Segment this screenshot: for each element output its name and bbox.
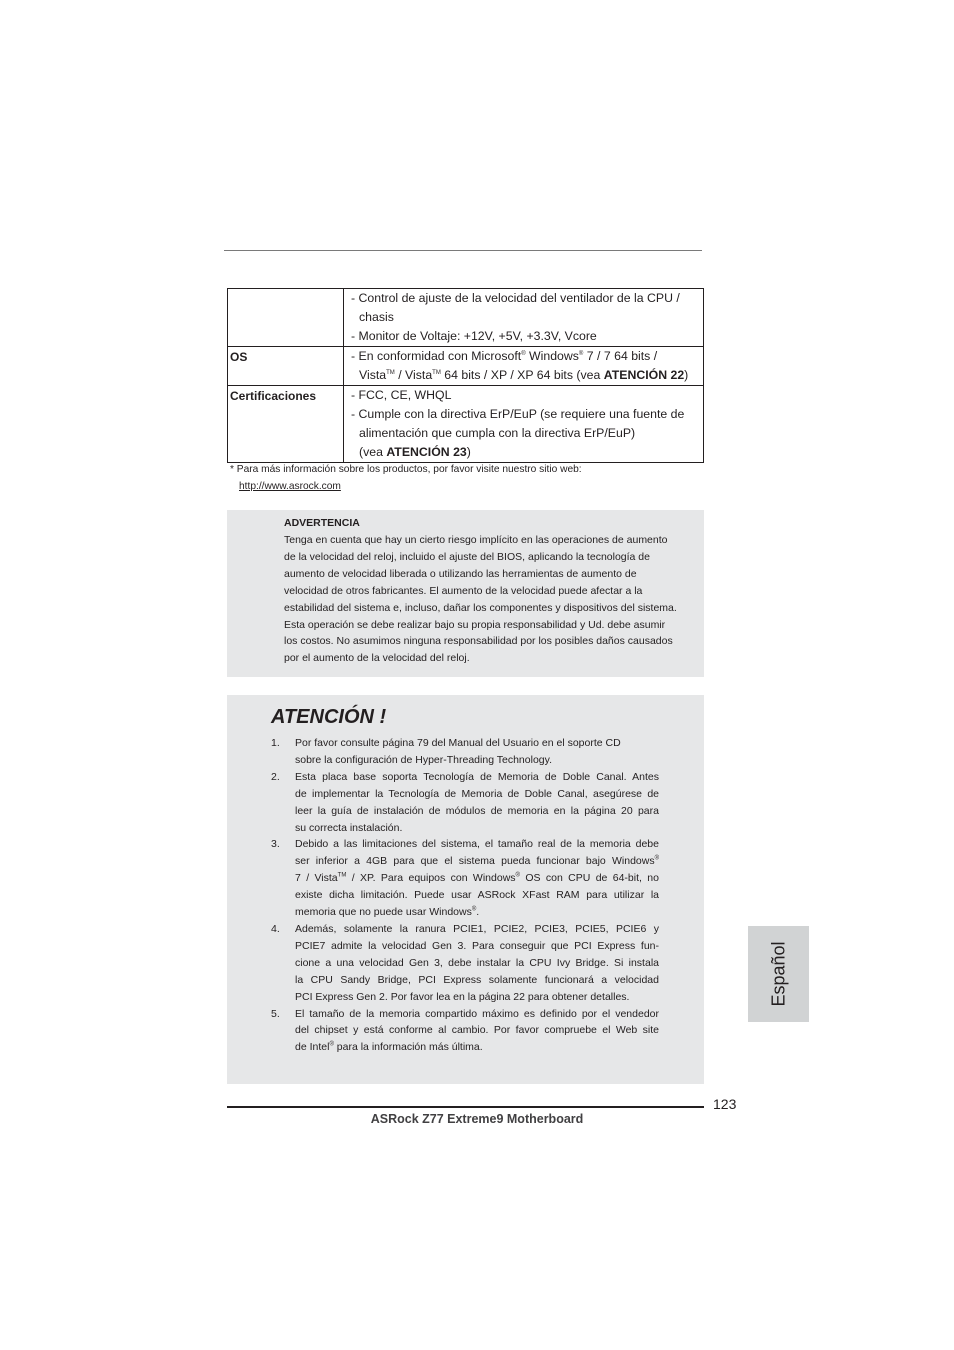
registered-mark: ®	[578, 350, 584, 357]
spec-table	[227, 288, 704, 463]
item-text: Esta placa base soporta Tecnología de Memoria de Doble Canal. Antes de implementar la Tecnología de Memoria de Doble Canal, asegúrese de leer la guía de instalación de módulos de memoria en la página 20 para su correcta instalación.	[295, 770, 659, 834]
spec-value-fan	[344, 289, 704, 347]
spec-label-os: OS	[228, 347, 344, 386]
spec-line: - En conformidad con Microsoft® Windows® 7 / 7 64 bits /	[351, 349, 658, 363]
attention-list	[271, 735, 659, 1056]
spec-line: (vea ATENCIÓN 23)	[359, 445, 471, 459]
note-reference: ATENCIÓN 23	[386, 445, 467, 459]
registered-mark: ®	[329, 1041, 334, 1048]
registered-mark: ®	[654, 855, 659, 862]
registered-mark: ®	[471, 906, 477, 913]
website-link[interactable]: http://www.asrock.com	[239, 481, 341, 492]
spec-line: chasis	[359, 310, 394, 324]
spec-row-fan	[228, 289, 704, 347]
item-number: 3.	[271, 838, 280, 851]
spec-line: - Cumple con la directiva ErP/EuP (se requiere una fuente de	[351, 407, 685, 421]
item-text: Además, solamente la ranura PCIE1, PCIE2, PCIE3, PCIE5, PCIE6 y PCIE7 admite la velocidad Gen 3. Para conseguir que PCI Express fun- cione a una velocidad Gen 3, debe instalar la CPU Ivy Bridge. Si instala la CPU Sandy Bridge, PCI Express solamente funcionará a velocidad PCI Express Gen 2. Por favor lea en la página 22 para obtener detalles.	[295, 922, 659, 1003]
spec-line: alimentación que cumpla con la directiva ErP/EuP)	[359, 426, 636, 440]
item-number: 1.	[271, 737, 280, 749]
attention-box	[227, 695, 704, 1084]
spec-value-certifications	[344, 386, 704, 463]
attention-item-5	[271, 1006, 659, 1057]
warning-box	[227, 510, 704, 677]
spec-row-certifications	[228, 386, 704, 463]
footer-rule	[227, 1106, 704, 1108]
trademark-mark: TM	[337, 872, 347, 879]
footer-title: ASRock Z77 Extreme9 Motherboard	[370, 1112, 584, 1126]
spec-line: - FCC, CE, WHQL	[351, 388, 452, 402]
item-number: 5.	[271, 1007, 280, 1020]
registered-mark: ®	[515, 872, 520, 879]
spec-line: - Control de ajuste de la velocidad del ventilador de la CPU /	[351, 291, 680, 305]
note-reference: ATENCIÓN 22	[603, 368, 685, 382]
item-number: 4.	[271, 922, 280, 935]
page-number: 123	[713, 1096, 737, 1112]
spec-row-os	[228, 347, 704, 386]
footnote	[230, 461, 582, 495]
spec-line: - Monitor de Voltaje: +12V, +5V, +3.3V, Vcore	[351, 329, 597, 343]
registered-mark: ®	[521, 350, 526, 357]
trademark-mark: TM	[386, 369, 395, 376]
spec-label-certifications: Certificaciones	[228, 386, 344, 463]
item-text: El tamaño de la memoria compartido máximo es definido por el vendedor del chipset y está conforme al cambio. Por favor compruebe el Web site de Intel® para la información más última.	[295, 1007, 659, 1054]
spec-value-os	[344, 347, 704, 386]
attention-title: ATENCIÓN !	[271, 706, 387, 728]
item-text: Por favor consulte página 79 del Manual del Usuario en el soporte CD sobre la configuración de Hyper-Threading Technology.	[295, 737, 621, 766]
warning-title: ADVERTENCIA	[284, 517, 360, 529]
attention-item-3	[271, 836, 659, 921]
language-tab	[748, 926, 809, 1022]
footnote-text: * Para más información sobre los productos, por favor visite nuestro sitio web:	[230, 464, 582, 475]
warning-text: Tenga en cuenta que hay un cierto riesgo implícito en las operaciones de aumento de la velocidad del reloj, incluido el ajuste del BIOS, aplicando la tecnología de aumento de velocidad liberada o utilizando las herramientas de aumento de velocidad de otros fabricantes. El aumento de la velocidad puede afectar a la estabilidad del sistema e, incluso, dañar los componentes y dispositivos del sistema. Esta operación se debe realizar bajo su propia responsabilidad y Ud. debe asumir los costos. No asumimos ninguna responsabilidad por los posibles daños causados por el aumento de la velocidad del reloj.	[284, 534, 677, 665]
language-tab-label: Español	[768, 941, 788, 1007]
trademark-mark: TM	[432, 369, 441, 376]
item-number: 2.	[271, 770, 280, 783]
attention-item-1	[271, 735, 659, 769]
spec-label-fan	[228, 289, 344, 347]
spec-line: Vista™ / Vista™ 64 bits / XP / XP 64 bits (vea ATENCIÓN 22)	[359, 368, 689, 382]
attention-item-4	[271, 921, 659, 1006]
attention-item-2	[271, 769, 659, 837]
item-text: Debido a las limitaciones del sistema, el tamaño real de la memoria debe ser inferior a 4GB para que el sistema pueda funcionar bajo Windows® 7 / Vista™ / XP. Para equipos con Windows® OS con CPU de 64-bit, no existe dicha limitación. Puede usar ASRock XFast RAM para utilizar la memoria que no puede usar Windows®.	[295, 838, 659, 919]
header-rule	[224, 250, 702, 251]
